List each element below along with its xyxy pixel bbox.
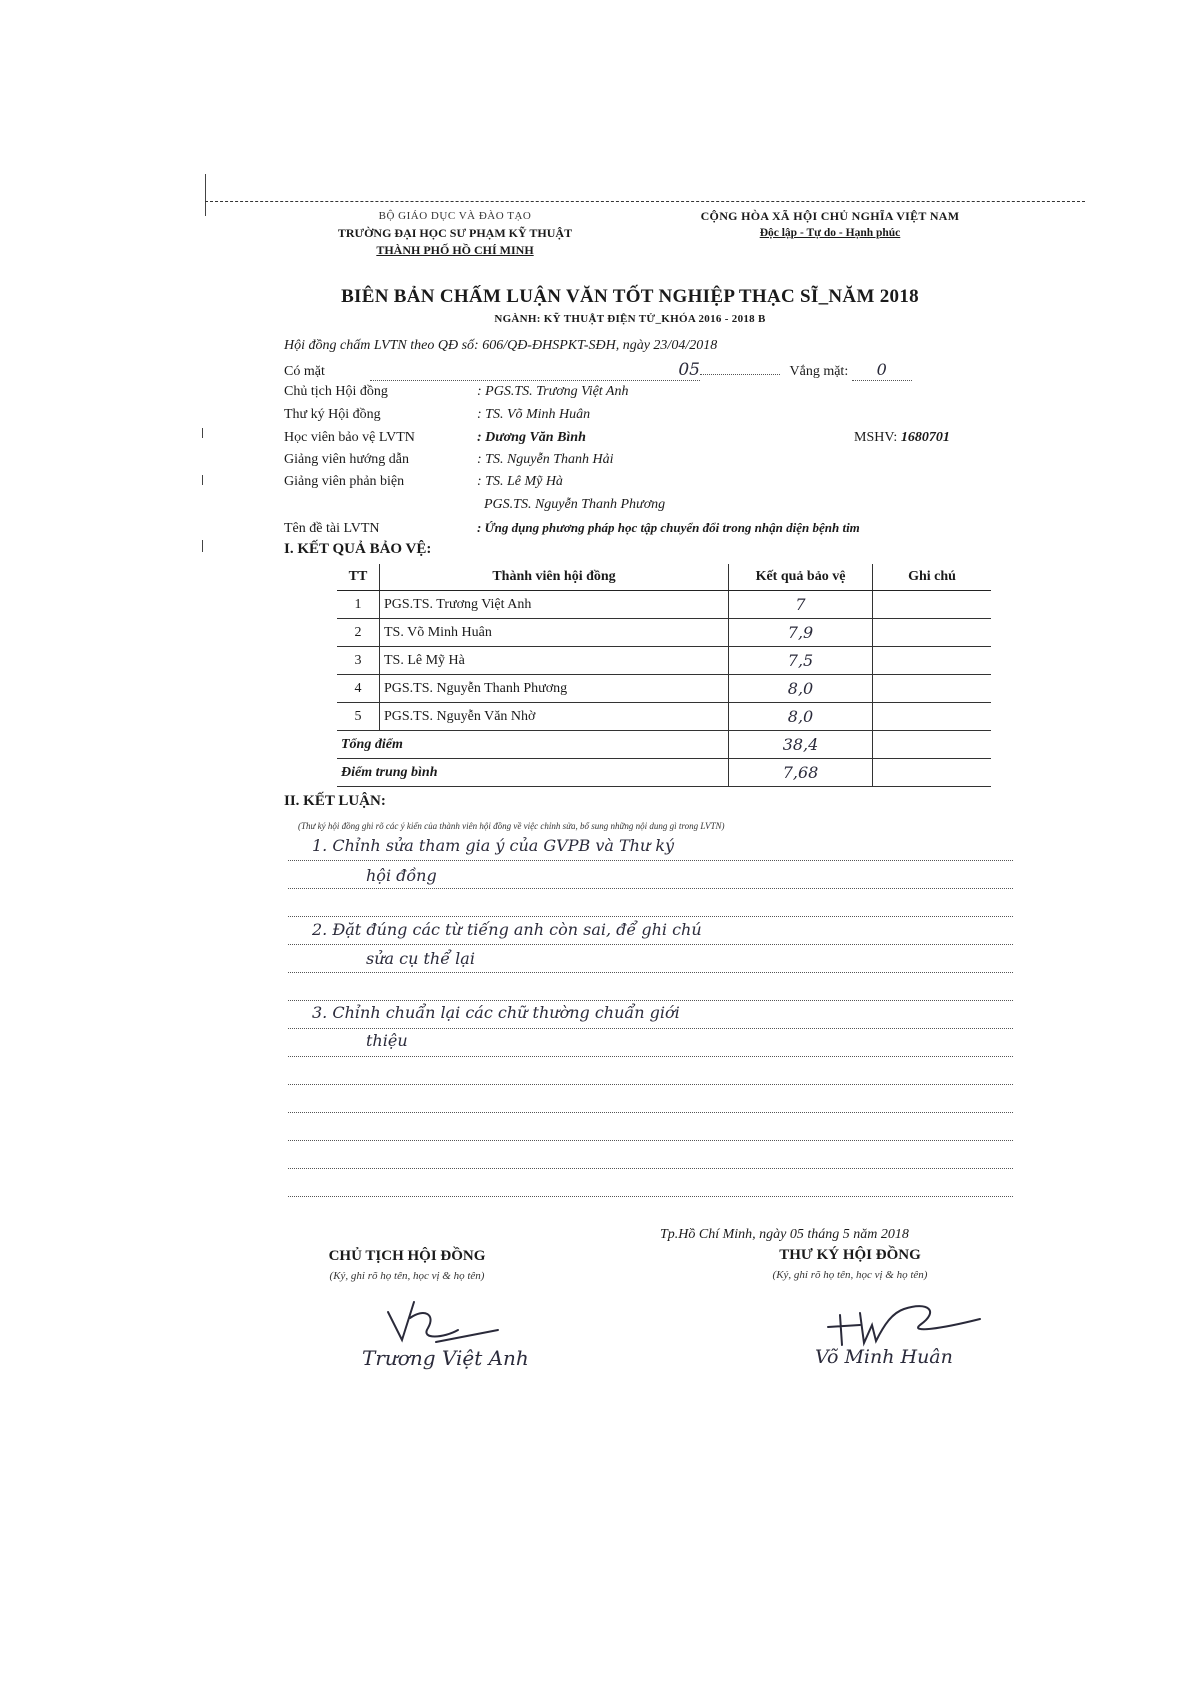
header-left <box>290 208 620 259</box>
dotted-line <box>288 888 1013 889</box>
column-header-tt: TT <box>337 564 380 591</box>
conclusion-handwriting-line: 1. Chỉnh sửa tham gia ý của GVPB và Thư ký <box>312 836 675 855</box>
row-index: 5 <box>337 703 380 731</box>
table-row <box>337 703 991 731</box>
table-row <box>337 619 991 647</box>
member-score: 8,0 <box>729 675 873 703</box>
table-row <box>337 647 991 675</box>
dotted-line <box>288 916 1013 917</box>
secretary-label: Thư ký Hội đồng <box>284 407 381 422</box>
table-row <box>337 675 991 703</box>
table-row <box>337 591 991 619</box>
student-row <box>284 430 996 446</box>
advisor-row <box>284 452 614 468</box>
student-label: Học viên bảo vệ LVTN <box>284 430 415 445</box>
reviewer-row-2 <box>484 497 665 513</box>
column-header-note: Ghi chú <box>873 564 992 591</box>
student-id-label: MSHV: <box>854 430 898 445</box>
secretary-signature-note: (Ký, ghi rõ họ tên, học vị & họ tên) <box>772 1269 928 1281</box>
dotted-line <box>288 1028 1013 1029</box>
results-heading: I. KẾT QUẢ BẢO VỆ: <box>284 541 432 557</box>
total-value: 38,4 <box>729 731 873 759</box>
topic-value: : Ứng dụng phương pháp học tập chuyển đổi trong nhận diện bệnh tim <box>477 520 860 535</box>
reviewer-value-2: PGS.TS. Nguyễn Thanh Phương <box>484 497 666 512</box>
conclusion-heading: II. KẾT LUẬN: <box>284 793 386 809</box>
average-value: 7,68 <box>729 759 873 787</box>
row-index: 4 <box>337 675 380 703</box>
total-note <box>873 731 992 759</box>
column-header-member: Thành viên hội đồng <box>380 564 729 591</box>
table-header-row <box>337 564 991 591</box>
student-id-value: 1680701 <box>900 430 950 445</box>
member-score: 7 <box>729 591 873 619</box>
average-label: Điểm trung bình <box>337 759 729 787</box>
member-score: 7,5 <box>729 647 873 675</box>
student-id <box>854 430 950 446</box>
council-decision <box>284 338 717 354</box>
dotted-line <box>288 860 1013 861</box>
member-name: TS. Lê Mỹ Hà <box>380 647 729 675</box>
national-motto: Độc lập - Tự do - Hạnh phúc <box>759 227 901 239</box>
absent-label: Vắng mặt: <box>789 364 849 379</box>
place-date: Tp.Hồ Chí Minh, ngày 05 tháng 5 năm 2018 <box>660 1227 909 1242</box>
column-header-score: Kết quả bảo vệ <box>729 564 873 591</box>
margin-mark <box>202 540 203 552</box>
chair-signature-title: CHỦ TỊCH HỘI ĐỒNG <box>328 1248 486 1264</box>
conclusion-handwriting-line: 2. Đặt đúng các từ tiếng anh còn sai, để ghi chú <box>312 920 702 939</box>
member-score: 7,9 <box>729 619 873 647</box>
secretary-signature-name: Võ Minh Huân <box>815 1346 953 1368</box>
city-name: THÀNH PHỐ HỒ CHÍ MINH <box>376 243 534 257</box>
dotted-line <box>288 1112 1013 1113</box>
ministry-name: BỘ GIÁO DỤC VÀ ĐÀO TẠO <box>378 210 532 222</box>
conclusion-handwriting-line: 3. Chỉnh chuẩn lại các chữ thường chuẩn giới <box>312 1003 680 1022</box>
chair-label: Chủ tịch Hội đồng <box>284 384 388 399</box>
conclusion-handwriting-line: sửa cụ thể lại <box>366 949 475 968</box>
reviewer-value-1: : TS. Lê Mỹ Hà <box>477 474 563 489</box>
country-name: CỘNG HÒA XÃ HỘI CHỦ NGHĨA VIỆT NAM <box>700 209 960 223</box>
dotted-line <box>288 1168 1013 1169</box>
member-note <box>873 619 992 647</box>
member-note <box>873 675 992 703</box>
present-label: Có mặt <box>284 364 325 379</box>
total-label: Tổng điểm <box>337 731 729 759</box>
header-right <box>650 208 1010 242</box>
reviewer-row <box>284 474 563 490</box>
row-index: 2 <box>337 619 380 647</box>
topic-label: Tên đề tài LVTN <box>284 521 380 536</box>
advisor-value: : TS. Nguyễn Thanh Hải <box>477 452 614 467</box>
secretary-signature-title: THƯ KÝ HỘI ĐỒNG <box>779 1247 921 1263</box>
student-value: : Dương Văn Bình <box>477 430 586 445</box>
chair-value: : PGS.TS. Trương Việt Anh <box>477 384 629 399</box>
reviewer-label: Giảng viên phản biện <box>284 474 405 489</box>
margin-mark <box>205 174 206 216</box>
chair-signature-note: (Ký, ghi rõ họ tên, học vị & họ tên) <box>329 1270 485 1282</box>
conclusion-note: (Thư ký hội đồng ghi rõ các ý kiến của thành viên hội đồng về việc chỉnh sửa, bổ sung những nội dung gì trong LVTN) <box>298 821 725 831</box>
results-table <box>337 564 991 787</box>
dotted-line <box>288 1140 1013 1141</box>
member-name: TS. Võ Minh Huân <box>380 619 729 647</box>
member-score: 8,0 <box>729 703 873 731</box>
secretary-row <box>284 407 590 423</box>
advisor-label: Giảng viên hướng dẫn <box>284 452 410 467</box>
secretary-value: : TS. Võ Minh Huân <box>477 407 591 422</box>
margin-mark <box>202 475 203 485</box>
member-note <box>873 591 992 619</box>
member-note <box>873 647 992 675</box>
member-note <box>873 703 992 731</box>
conclusion-handwriting-line: thiệu <box>366 1031 408 1050</box>
topic-row <box>284 520 860 537</box>
dotted-line <box>288 972 1013 973</box>
present-value: 05 <box>678 360 700 380</box>
dotted-line <box>288 944 1013 945</box>
council-decision-text: Hội đồng chấm LVTN theo QĐ số: 606/QĐ-ĐHSPKT-SĐH, ngày 23/04/2018 <box>284 338 718 353</box>
total-row <box>337 731 991 759</box>
margin-mark <box>202 428 203 438</box>
member-name: PGS.TS. Nguyễn Văn Nhờ <box>380 703 729 731</box>
dotted-line <box>288 1000 1013 1001</box>
dotted-line <box>288 1056 1013 1057</box>
member-name: PGS.TS. Trương Việt Anh <box>380 591 729 619</box>
dotted-line <box>288 1084 1013 1085</box>
university-name: TRƯỜNG ĐẠI HỌC SƯ PHẠM KỸ THUẬT <box>337 226 573 240</box>
average-note <box>873 759 992 787</box>
document-subtitle: NGÀNH: KỸ THUẬT ĐIỆN TỬ_KHÓA 2016 - 2018 B <box>494 313 766 325</box>
attendance-row <box>284 360 912 381</box>
dotted-line <box>288 1196 1013 1197</box>
member-name: PGS.TS. Nguyễn Thanh Phương <box>380 675 729 703</box>
absent-value: 0 <box>876 360 887 379</box>
row-index: 1 <box>337 591 380 619</box>
document-title: BIÊN BẢN CHẤM LUẬN VĂN TỐT NGHIỆP THẠC SĨ_NĂM 2018 <box>341 286 919 307</box>
conclusion-handwriting-line: hội đồng <box>366 866 437 885</box>
chair-row <box>284 384 628 400</box>
top-dashed-line <box>205 201 1085 202</box>
row-index: 3 <box>337 647 380 675</box>
average-row <box>337 759 991 787</box>
chair-signature-name: Trương Việt Anh <box>362 1346 529 1370</box>
